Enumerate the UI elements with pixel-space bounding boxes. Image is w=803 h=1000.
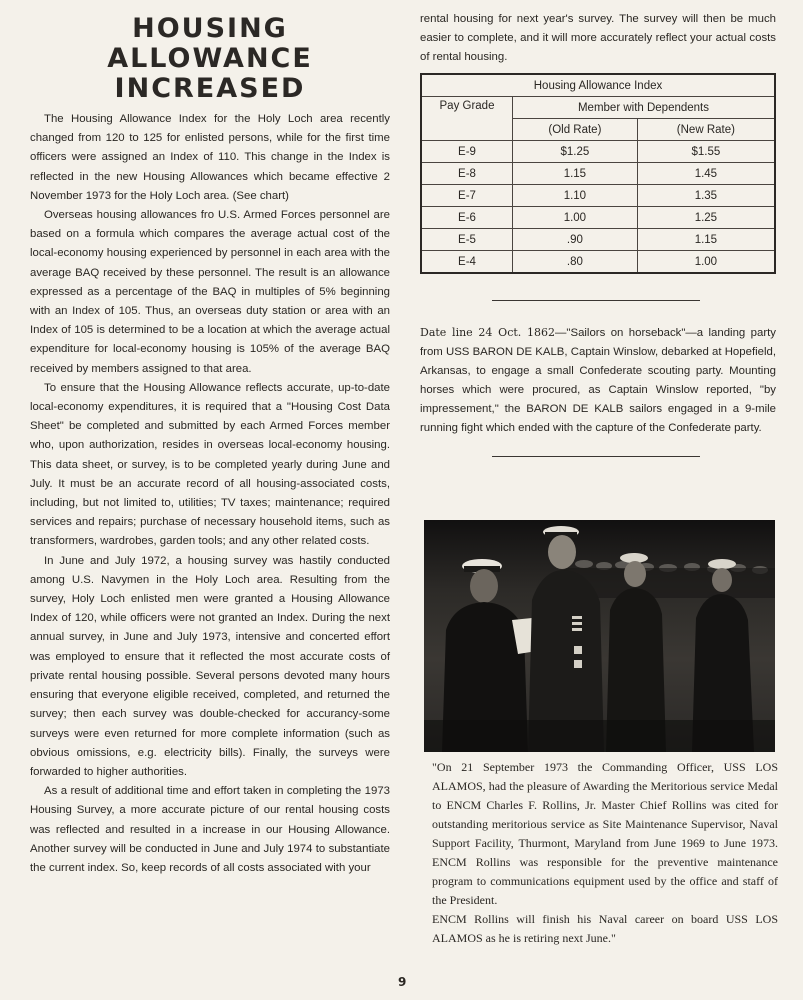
dateline-lead: Date line 24 Oct. 1862 (420, 326, 556, 339)
photo-illustration (424, 520, 775, 752)
title-line-1: HOUSING ALLOWANCE (107, 13, 313, 74)
cell-grade: E-4 (421, 251, 513, 274)
dateline-item (420, 323, 776, 438)
cell-old-rate: $1.25 (513, 141, 638, 163)
photo-caption (432, 758, 778, 948)
caption-paragraph: ENCM Rollins will finish his Naval career on board USS LOS ALAMOS as he is retiring next June." (432, 912, 778, 945)
header-old-rate: (Old Rate) (513, 119, 638, 141)
article-paragraph: As a result of additional time and effort taken in completing the 1973 Housing Survey, a more accurate picture of our rental housing costs was reflected and resulted in a increase in our Housing Allowance. Another survey will be conducted in June and July 1974 to substantiate the current index. So, keep records of all costs associated with your (30, 785, 390, 874)
header-member-with-dependents: Member with Dependents (513, 97, 776, 119)
cell-new-rate: 1.15 (637, 229, 775, 251)
article-column (30, 14, 390, 878)
table-row (421, 141, 775, 163)
divider-rule (492, 300, 700, 301)
page-number: 9 (398, 975, 407, 989)
caption-paragraph: "On 21 September 1973 the Commanding Officer, USS LOS ALAMOS, had the pleasure of Awarding the Meritorious service Medal to ENCM Charles F. Rollins, Jr. Master Chief Rollins was cited for outstanding meritorious service as Site Maintenance Supervisor, Naval Support Facility, Thurmont, Maryland from June 1969 to June 1973. ENCM Rollins was responsible for the preventive maintenance program to communications equipment used by the office and staff of the President. (432, 760, 778, 907)
article-paragraph: In June and July 1972, a housing survey was hastily conducted among U.S. Navymen in the Holy Loch area. Resulting from the survey, Holy Loch enlisted men were granted a Housing Allowance Index of 120, while officers were not granted an Index. During the next annual survey, in June and July 1973, intensive and concerted effort was employed to ensure that it reflected the most accurate costs of private rental housing possible. Several persons devoted many hours ensuring that everyone eligible received, completed, and returned the survey; then each survey was double-checked for accurancy-some surveys were even returned for more complete information (such as obvious omissions, e.g. electricity bills). Finally, the surveys were forwarded to higher authorities. (30, 554, 390, 778)
cell-new-rate: 1.35 (637, 185, 775, 207)
article-paragraph: To ensure that the Housing Allowance reflects accurate, up-to-date local-economy expenditures, it is required that a "Housing Cost Data Sheet" be completed and submitted by each Armed Forces member who, upon authorization, resides in overseas local-economy housing. This data sheet, or survey, is to be completed yearly during June and July. It must be an accurate record of all housing-associated costs, including, but not limited to, utilities; TV taxes; maintenance; required services and repairs; purchase of necessary household items, such as transformers, wardrobes, garden tools; and any other related costs. (30, 381, 390, 548)
article-continuation: rental housing for next year's survey. The survey will then be much easier to complete, and it will more accurately reflect your actual costs of rental housing. (420, 13, 776, 63)
cell-old-rate: 1.15 (513, 163, 638, 185)
table-title: Housing Allowance Index (421, 74, 775, 97)
cell-grade: E-8 (421, 163, 513, 185)
cell-new-rate: 1.45 (637, 163, 775, 185)
table-row (421, 163, 775, 185)
cell-old-rate: .90 (513, 229, 638, 251)
table-row (421, 185, 775, 207)
housing-allowance-table (420, 73, 776, 274)
cell-grade: E-9 (421, 141, 513, 163)
cell-grade: E-6 (421, 207, 513, 229)
divider-rule (492, 456, 700, 457)
table-row (421, 251, 775, 274)
article-paragraph: Overseas housing allowances fro U.S. Armed Forces personnel are based on a formula which compares the average actual cost of the local-economy housing experienced by personnel in each area with the average BAQ received by these personnel. The result is an allowance expressed as a percentage of the BAQ in multiples of 5% beginning with an Index of 105. Thus, an overseas duty station or area with an Index of 105 is determined to be a location at which the average actual expenditure for local-economy housing is 105% of the average BAQ received by members assigned to that area. (30, 209, 390, 375)
cell-grade: E-7 (421, 185, 513, 207)
header-new-rate: (New Rate) (637, 119, 775, 141)
header-pay-grade: Pay Grade (421, 97, 513, 141)
cell-new-rate: $1.55 (637, 141, 775, 163)
article-title (30, 14, 390, 104)
cell-old-rate: .80 (513, 251, 638, 274)
award-ceremony-photo (424, 520, 775, 752)
article-paragraph: The Housing Allowance Index for the Holy Loch area recently changed from 120 to 125 for enlisted persons, while for the first time officers were assigned an Index of 110. This change in the Index is reflected in the new Housing Allowances which became effective 2 November 1973 for the Holy Loch area. (See chart) (30, 113, 390, 202)
cell-grade: E-5 (421, 229, 513, 251)
dateline-text: —"Sailors on horseback"—a landing party from USS BARON DE KALB, Captain Winslow, debarked at Hopefield, Arkansas, to engage a small Confederate scouting party. Mounting horses which were procured, as Captain Winslow reported, "by impressement," the BARON DE KALB sailors engaged in a 9-mile running fight which ended with the capture of the Confederate party. (420, 327, 777, 434)
cell-new-rate: 1.00 (637, 251, 775, 274)
cell-new-rate: 1.25 (637, 207, 775, 229)
table-row (421, 207, 775, 229)
title-line-2: INCREASED (114, 73, 306, 104)
cell-old-rate: 1.00 (513, 207, 638, 229)
right-column (420, 10, 776, 457)
table-row (421, 229, 775, 251)
cell-old-rate: 1.10 (513, 185, 638, 207)
